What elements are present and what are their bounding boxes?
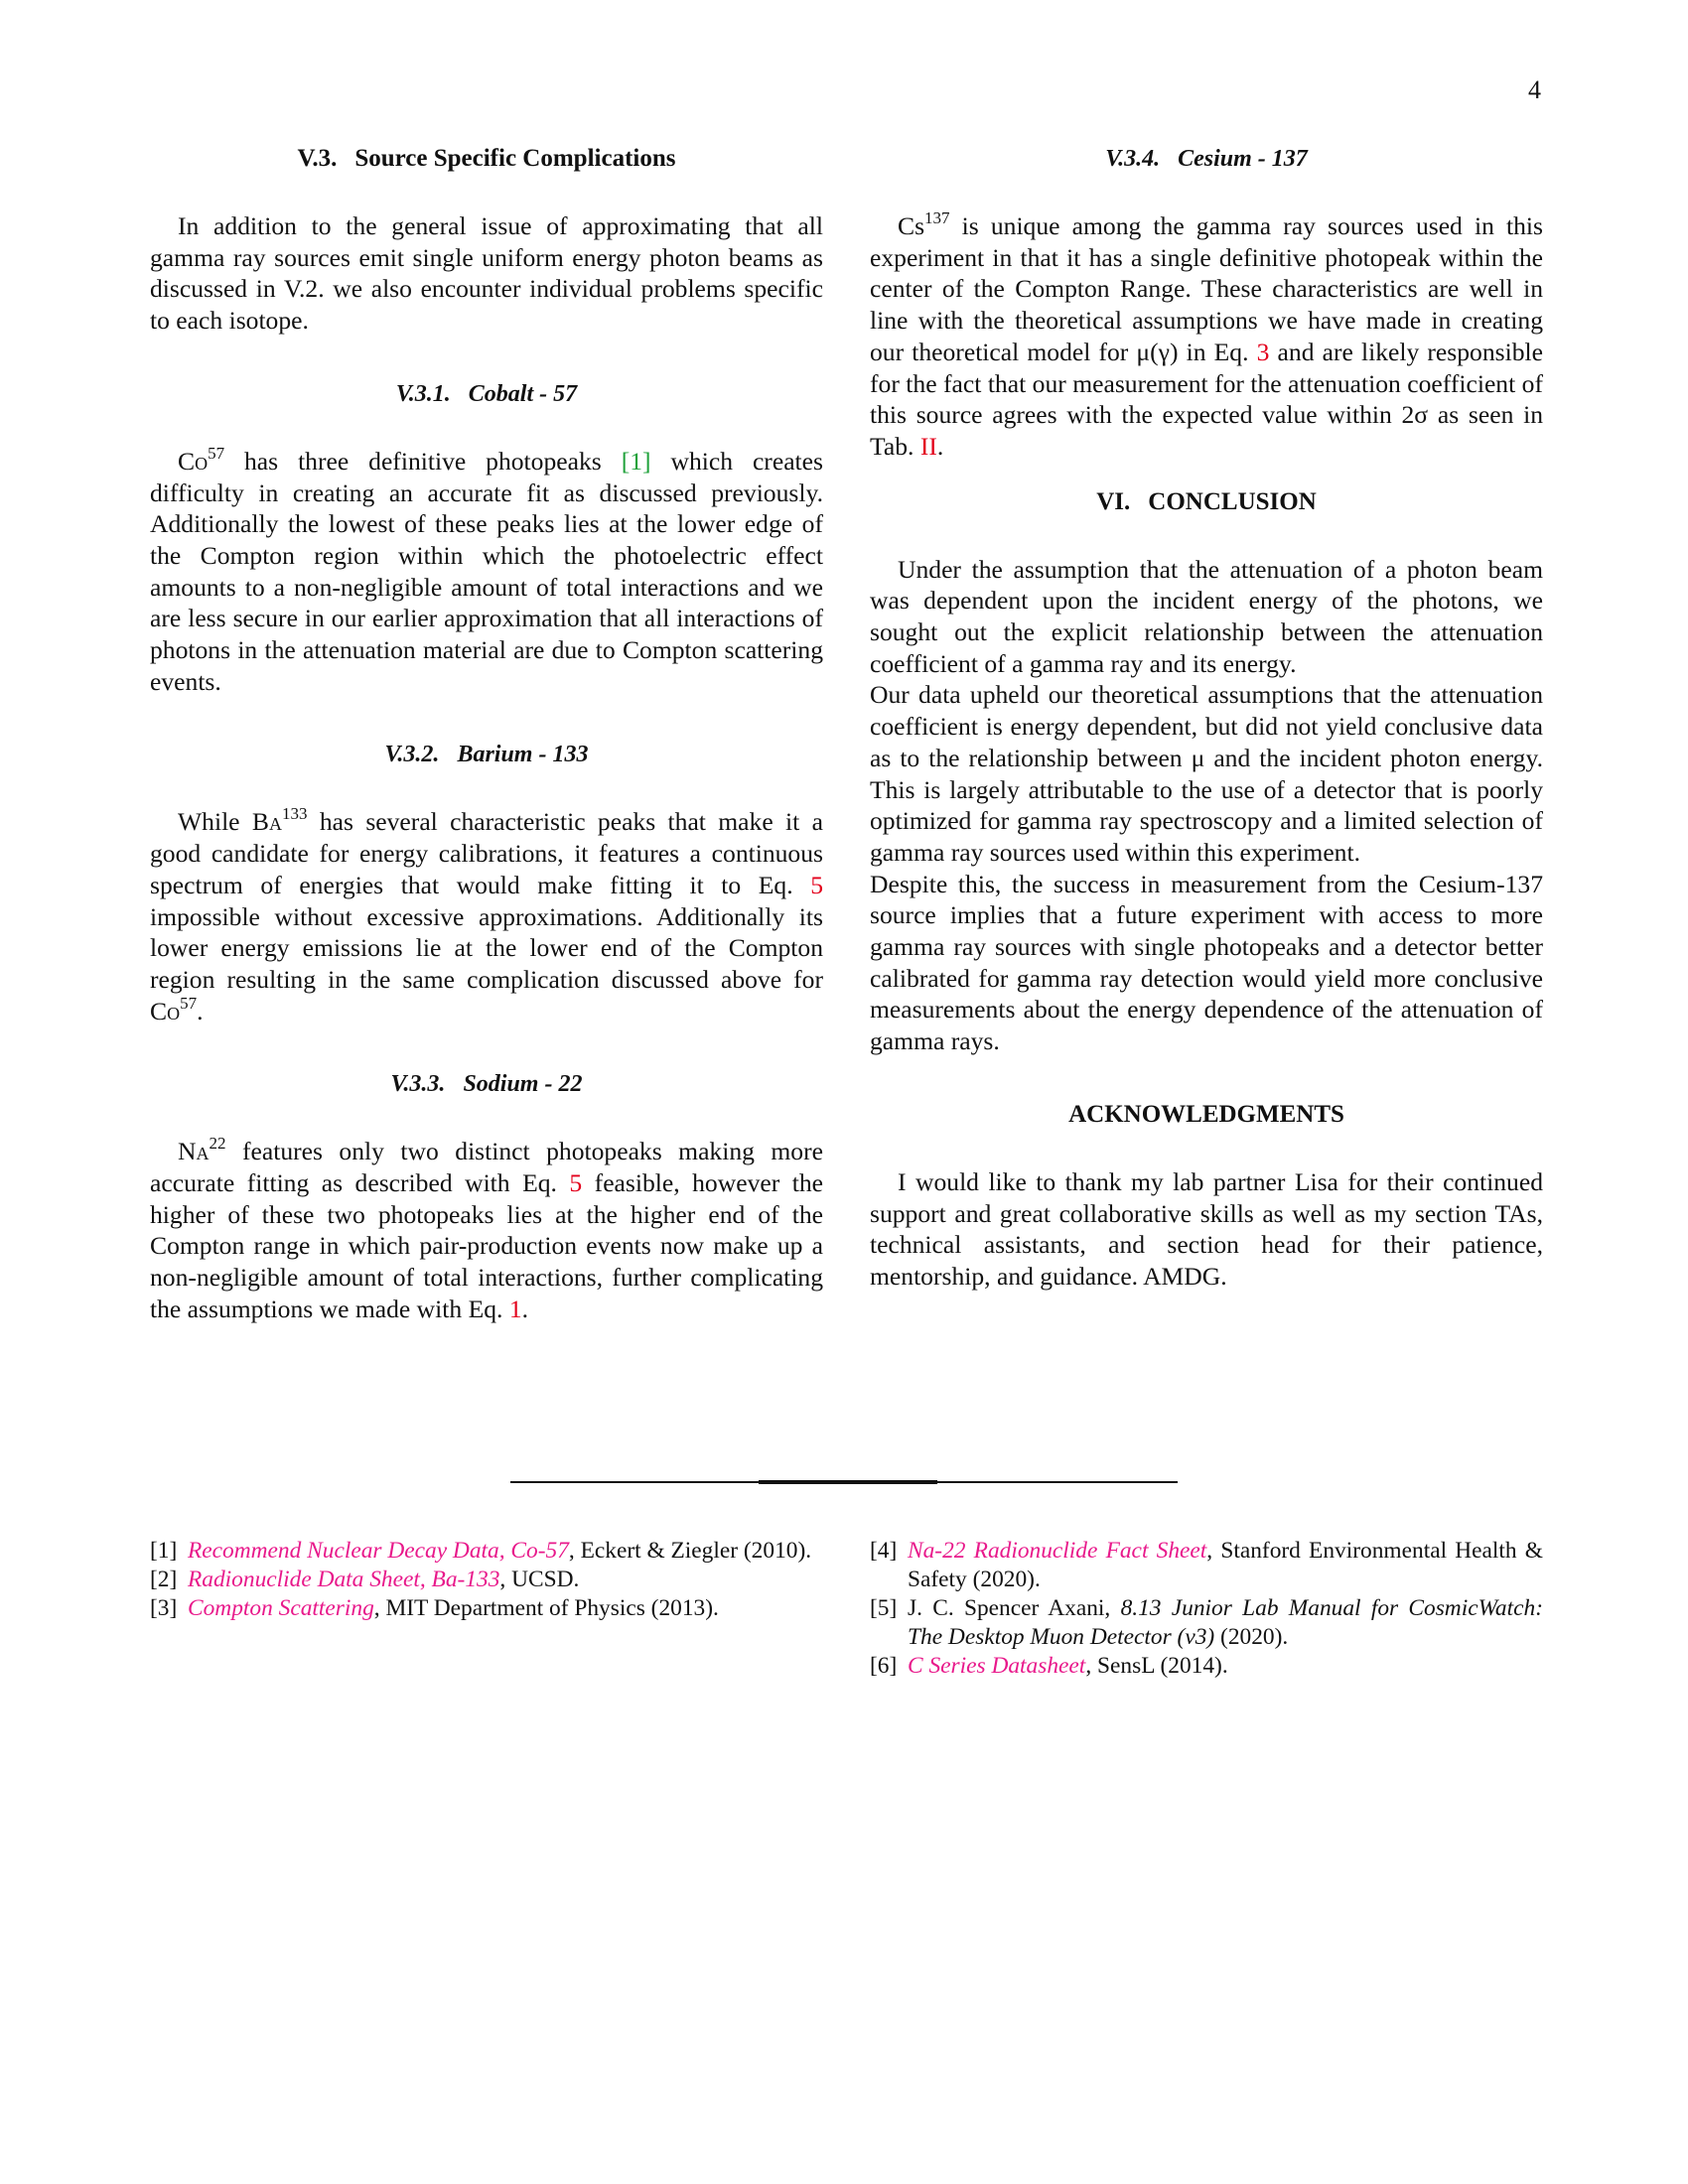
- text-run: .: [197, 996, 204, 1025]
- sodium-paragraph: [150, 1136, 823, 1324]
- reference-text: , UCSD.: [499, 1567, 580, 1592]
- element-symbol: Cs: [898, 211, 925, 240]
- text-run: and are likely responsible for the fact that our measurement for the attenuation coefficient of this source agrees with the expected value within 2σ as seen in Tab.: [870, 337, 1543, 461]
- citation-link[interactable]: [1]: [621, 446, 651, 476]
- reference-item: [150, 1594, 823, 1623]
- reference-text: , Eckert & Ziegler (2010).: [568, 1538, 812, 1564]
- mass-number: 57: [208, 443, 225, 463]
- subsection-title: Cobalt - 57: [468, 380, 578, 407]
- references-divider: [510, 1481, 1178, 1483]
- reference-label: [5]: [870, 1595, 898, 1621]
- element-symbol: Co: [150, 996, 181, 1025]
- text-run: has three definitive photopeaks: [224, 446, 622, 476]
- element-symbol: Na: [178, 1137, 210, 1166]
- subsection-number: V.3.3.: [390, 1071, 446, 1098]
- reference-item: [870, 1537, 1543, 1594]
- text-run: has several characteristic peaks that make it a good candidate for energy calibrations, it features a continuous spectrum of energies that would make fitting it to Eq.: [150, 807, 823, 899]
- cobalt-paragraph: [150, 443, 823, 698]
- section-number: V.3.: [297, 145, 338, 172]
- subsection-number: V.3.4.: [1105, 146, 1161, 172]
- table-link[interactable]: II: [919, 431, 937, 461]
- reference-label: [1]: [150, 1538, 178, 1564]
- subsection-heading-sodium: [150, 1066, 823, 1102]
- text-run: impossible without excessive approximations. Additionally its lower energy emissions lie at the lower end of the Compton region resulting in the same complication discussed above for: [150, 901, 823, 994]
- element-symbol: Ba: [251, 807, 282, 837]
- conclusion-paragraph-2: Our data upheld our theoretical assumptions that the attenuation coefficient is energy dependent, but did not yield conclusive data as to the relationship between μ and the incident photon energy. This is largely attributable to the use of a detector that is poorly optimized for gamma ray spectroscopy and a limited selection of gamma ray sources used within this experiment.: [870, 680, 1543, 867]
- reference-title: 8.13 Junior Lab Manual for CosmicWatch: The Desktop Muon Detector (v3): [908, 1595, 1543, 1650]
- subsection-title: Sodium - 22: [463, 1071, 583, 1098]
- cesium-paragraph: [870, 210, 1543, 463]
- reference-link[interactable]: Recommend Nuclear Decay Data, Co-57: [188, 1538, 569, 1564]
- subsection-heading-cesium: [870, 141, 1543, 177]
- references-left: [150, 1537, 823, 1623]
- conclusion-paragraph-1: Under the assumption that the attenuation of a photon beam was dependent upon the incident energy of the photons, we sought out the explicit relationship between the attenuation coefficient of a gamma ray and its energy.: [870, 554, 1543, 678]
- reference-text: , SensL (2014).: [1085, 1653, 1228, 1679]
- reference-item: [150, 1537, 823, 1566]
- text-run: feasible, however the higher of these two photopeaks lies at the higher end of the Compton range in which pair-production events now make up a non-negligible amount of total interactions, further complicating the assumptions we made with Eq.: [150, 1168, 823, 1323]
- reference-label: [2]: [150, 1567, 178, 1592]
- subsection-heading-barium: [150, 737, 823, 772]
- subsection-heading-cobalt: [150, 376, 823, 412]
- text-run: which creates difficulty in creating an accurate fit as discussed previously. Additionally the lowest of these peaks lies at the lower edge of the Compton region within which the photoelectric effect amounts to a non-negligible amount of total interactions and we are less secure in our earlier approximation that all interactions of photons in the attenuation material are due to Compton scattering events.: [150, 446, 823, 696]
- reference-label: [6]: [870, 1653, 898, 1679]
- text-run: While: [178, 807, 252, 837]
- text-run: .: [936, 431, 944, 461]
- section-title: Source Specific Complications: [354, 145, 676, 172]
- right-column: [870, 141, 1543, 1293]
- acknowledgments-heading: ACKNOWLEDGMENTS: [1068, 1100, 1344, 1128]
- reference-label: [4]: [870, 1538, 898, 1564]
- equation-link[interactable]: 3: [1256, 337, 1270, 366]
- subsection-title: Barium - 133: [457, 742, 589, 768]
- reference-text: (2020).: [1214, 1624, 1289, 1650]
- reference-item: [870, 1652, 1543, 1681]
- text-run: .: [521, 1294, 529, 1323]
- reference-authors: J. C. Spencer Axani,: [908, 1595, 1121, 1621]
- reference-link[interactable]: Compton Scattering: [188, 1595, 374, 1621]
- equation-link[interactable]: 5: [569, 1168, 583, 1198]
- reference-link[interactable]: Na-22 Radionuclide Fact Sheet: [908, 1538, 1207, 1564]
- equation-link[interactable]: 1: [508, 1294, 522, 1323]
- acknowledgments-paragraph: I would like to thank my lab partner Lisa for their continued support and great collaborative skills as well as my section TAs, technical assistants, and section head for their patience, mentorship, and guidance. AMDG.: [870, 1166, 1543, 1291]
- section-title: CONCLUSION: [1148, 487, 1317, 515]
- section-heading: [150, 141, 823, 177]
- intro-paragraph: In addition to the general issue of approximating that all gamma ray sources emit single uniform energy photon beams as discussed in V.2. we also encounter individual problems specific to each isotope.: [150, 211, 823, 336]
- reference-link[interactable]: Radionuclide Data Sheet, Ba-133: [188, 1567, 500, 1592]
- mass-number: 133: [281, 804, 308, 824]
- text-run: is unique among the gamma ray sources used in this experiment in that it has a single definitive photopeak within the center of the Compton Range. These characteristics are well in line with the theoretical assumptions we have made in creating our theoretical model for μ(γ) in Eq.: [870, 211, 1543, 366]
- subsection-title: Cesium - 137: [1178, 146, 1308, 172]
- reference-label: [3]: [150, 1595, 178, 1621]
- equation-link[interactable]: 5: [810, 870, 823, 899]
- barium-paragraph: [150, 806, 823, 1026]
- element-symbol: Co: [178, 446, 209, 476]
- references-right: [870, 1537, 1543, 1681]
- mass-number: 137: [924, 208, 950, 227]
- mass-number: 22: [209, 1134, 226, 1154]
- conclusion-paragraph-3: Despite this, the success in measurement from the Cesium-137 source implies that a future experiment with access to more gamma ray sources with single photopeaks and a detector better calibrated for gamma ray detection would yield more conclusive measurements about the energy dependence of the attenuation of gamma rays.: [870, 869, 1543, 1056]
- reference-item: [870, 1594, 1543, 1652]
- section-number: VI.: [1096, 487, 1131, 515]
- page-number: 4: [1528, 75, 1541, 104]
- reference-text: , MIT Department of Physics (2013).: [373, 1595, 719, 1621]
- conclusion-heading: [870, 484, 1543, 520]
- reference-link[interactable]: C Series Datasheet: [908, 1653, 1086, 1679]
- subsection-number: V.3.2.: [384, 742, 440, 768]
- reference-text: , Stanford Environmental Health & Safety (2020).: [908, 1538, 1543, 1592]
- left-column: [150, 141, 823, 1325]
- text-run: features only two distinct photopeaks making more accurate fitting as described with Eq.: [150, 1137, 823, 1198]
- subsection-number: V.3.1.: [395, 380, 451, 407]
- mass-number: 57: [180, 993, 198, 1013]
- reference-item: [150, 1566, 823, 1594]
